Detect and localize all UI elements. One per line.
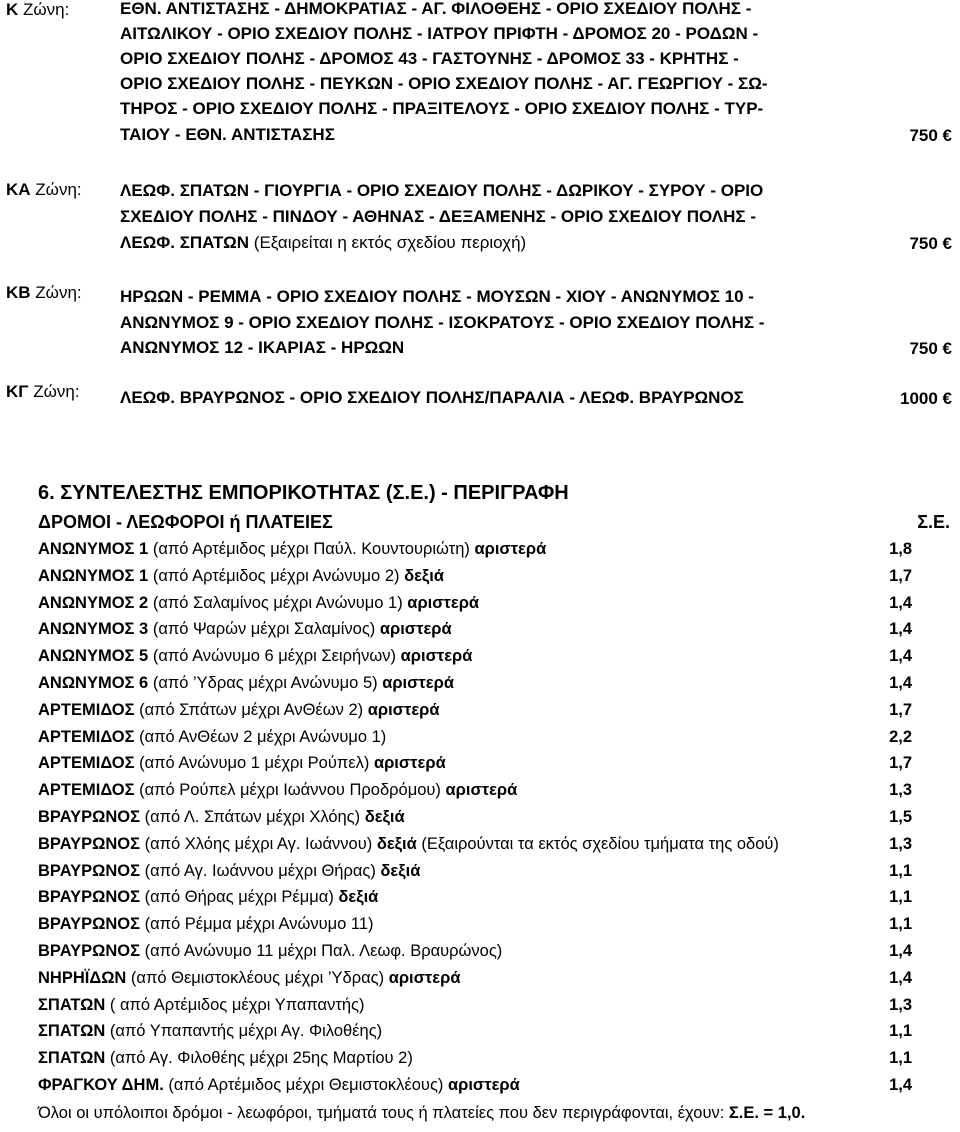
street-name: ΣΠΑΤΩΝ: [38, 1022, 106, 1041]
zone-word: Ζώνη:: [23, 0, 70, 19]
zone-label: [6, 382, 80, 402]
table-row: [38, 862, 912, 889]
table-row: [38, 728, 912, 755]
street-side: αριστερά: [400, 647, 473, 666]
zone-word: Ζώνη:: [35, 283, 82, 302]
street-range: (από Ρούπελ μέχρι Ιωάννου Προδρόμου): [134, 781, 446, 800]
zone-line: ΣΧΕΔΙΟΥ ΠΟΛΗΣ - ΠΙΝΔΟΥ - ΑΘΗΝΑΣ - ΔΕΞΑΜΕΝΗΣ - ΟΡΙΟ ΣΧΕΔΙΟΥ ΠΟΛΗΣ -: [120, 207, 757, 226]
se-value: 1,1: [889, 861, 912, 880]
coefficient-table: [38, 540, 912, 1103]
street-range: (από ’Υδρας μέχρι Ανώνυμο 5): [148, 673, 383, 692]
street-name: ΒΡΑΥΡΩΝΟΣ: [38, 941, 141, 960]
street-name: ΣΠΑΤΩΝ: [38, 995, 106, 1014]
zone-price: 750 €: [909, 339, 952, 358]
table-row: [38, 567, 912, 594]
street-side: αριστερά: [407, 593, 480, 612]
zone-line: ΕΘΝ. ΑΝΤΙΣΤΑΣΗΣ - ΔΗΜΟΚΡΑΤΙΑΣ - ΑΓ. ΦΙΛΟΘΕΗΣ - ΟΡΙΟ ΣΧΕΔΙΟΥ ΠΟΛΗΣ -: [120, 0, 752, 18]
zone-word: Ζώνη:: [35, 180, 82, 199]
street-name: ΝΗΡΗΪΔΩΝ: [38, 968, 127, 987]
street-name: ΑΝΩΝΥΜΟΣ 3: [38, 620, 149, 639]
se-value: 1,5: [889, 807, 912, 826]
footer-note: [38, 1104, 805, 1123]
street-range: (από Σαλαμίνος μέχρι Ανώνυμο 1): [148, 593, 408, 612]
table-row: [38, 1022, 912, 1049]
table-row: [38, 969, 912, 996]
zone-price: 750 €: [909, 234, 952, 253]
se-value: 1,4: [889, 968, 912, 987]
street-name: ΑΡΤΕΜΙΔΟΣ: [38, 727, 135, 746]
street-name: ΒΡΑΥΡΩΝΟΣ: [38, 915, 141, 934]
se-value: 1,3: [889, 995, 912, 1014]
table-row: [38, 594, 912, 621]
zone-price: 1000 €: [900, 389, 952, 408]
table-row: [38, 754, 912, 781]
column-heading-se: Σ.Ε.: [917, 512, 950, 532]
street-side: αριστερά: [382, 673, 454, 692]
zone-line: ΛΕΩΦ. ΒΡΑΥΡΩΝΟΣ - ΟΡΙΟ ΣΧΕΔΙΟΥ ΠΟΛΗΣ/ΠΑΡΑΛΙΑ - ΛΕΩΦ. ΒΡΑΥΡΩΝΟΣ: [120, 388, 744, 407]
zone-code: Κ: [6, 0, 19, 19]
street-name: ΒΡΑΥΡΩΝΟΣ: [38, 888, 141, 907]
zone-line: ΗΡΩΩΝ - ΡΕΜΜΑ - ΟΡΙΟ ΣΧΕΔΙΟΥ ΠΟΛΗΣ - ΜΟΥΣΩΝ - ΧΙΟΥ - ΑΝΩΝΥΜΟΣ 10 -: [120, 287, 754, 306]
street-name: ΒΡΑΥΡΩΝΟΣ: [38, 861, 141, 880]
se-value: 1,4: [889, 941, 912, 960]
table-row: [38, 647, 912, 674]
table-row: [38, 996, 912, 1023]
zone-line: ΑΝΩΝΥΜΟΣ 9 - ΟΡΙΟ ΣΧΕΔΙΟΥ ΠΟΛΗΣ - ΙΣΟΚΡΑΤΟΥΣ - ΟΡΙΟ ΣΧΕΔΙΟΥ ΠΟΛΗΣ -: [120, 313, 765, 332]
street-range: (από Ρέμμα μέχρι Ανώνυμο 11): [140, 915, 374, 934]
street-range: (από Υπαπαντής μέχρι Αγ. Φιλοθέης): [105, 1022, 383, 1041]
se-value: 1,7: [889, 700, 912, 719]
table-row: [38, 942, 912, 969]
footer-value: Σ.Ε. = 1,0.: [728, 1104, 806, 1122]
street-name: ΑΡΤΕΜΙΔΟΣ: [38, 781, 135, 800]
footer-text: Όλοι οι υπόλοιποι δρόμοι - λεωφόροι, τμήματά τους ή πλατείες που δεν περιγράφονται, έχουν:: [38, 1104, 729, 1122]
table-row: [38, 1076, 912, 1103]
se-value: 1,4: [889, 620, 912, 639]
street-range: ( από Αρτέμιδος μέχρι Υπαπαντής): [105, 995, 365, 1014]
table-row: [38, 1049, 912, 1076]
street-side: δεξιά: [376, 834, 417, 853]
street-name: ΒΡΑΥΡΩΝΟΣ: [38, 834, 141, 853]
zone-line: ΑΙΤΩΛΙΚΟΥ - ΟΡΙΟ ΣΧΕΔΙΟΥ ΠΟΛΗΣ - ΙΑΤΡΟΥ ΠΡΙΦΤΗ - ΔΡΟΜΟΣ 20 - ΡΟΔΩΝ -: [120, 24, 759, 43]
street-side: δεξιά: [364, 807, 405, 826]
zone-code: ΚΓ: [6, 382, 29, 401]
se-value: 1,1: [889, 1022, 912, 1041]
zone-label: [6, 283, 82, 303]
street-range: (από Θήρας μέχρι Ρέμμα): [140, 888, 339, 907]
se-value: 1,3: [889, 781, 912, 800]
street-name: ΑΡΤΕΜΙΔΟΣ: [38, 700, 135, 719]
zone-line: ΟΡΙΟ ΣΧΕΔΙΟΥ ΠΟΛΗΣ - ΠΕΥΚΩΝ - ΟΡΙΟ ΣΧΕΔΙΟΥ ΠΟΛΗΣ - ΑΓ. ΓΕΩΡΓΙΟΥ - ΣΩ-: [120, 74, 768, 93]
table-row: [38, 540, 912, 567]
street-range: (από Χλόης μέχρι Αγ. Ιωάννου): [140, 834, 377, 853]
street-range: (από Ψαρών μέχρι Σαλαμίνος): [148, 620, 380, 639]
se-value: 1,4: [889, 593, 912, 612]
zone-price: 750 €: [909, 126, 952, 145]
street-side: αριστερά: [367, 700, 440, 719]
table-row: [38, 808, 912, 835]
street-remark: (Εξαιρούνται τα εκτός σχεδίου τμήματα της οδού): [416, 834, 779, 853]
street-range: (από Ανώνυμο 1 μέχρι Ρούπελ): [134, 754, 374, 773]
zone-line: ΛΕΩΦ. ΣΠΑΤΩΝ - ΓΙΟΥΡΓΙΑ - ΟΡΙΟ ΣΧΕΔΙΟΥ ΠΟΛΗΣ - ΔΩΡΙΚΟΥ - ΣΥΡΟΥ - ΟΡΙΟ: [120, 181, 764, 200]
street-range: (από Αγ. Φιλοθέης μέχρι 25ης Μαρτίου 2): [105, 1049, 413, 1068]
street-side: αριστερά: [373, 754, 446, 773]
zone-note: (Εξαιρείται η εκτός σχεδίου περιοχή): [253, 233, 527, 252]
se-value: 1,3: [889, 834, 912, 853]
table-row: [38, 620, 912, 647]
se-value: 1,4: [889, 1075, 912, 1094]
zone-code: ΚΑ: [6, 180, 31, 199]
street-name: ΑΝΩΝΥΜΟΣ 5: [38, 647, 149, 666]
street-name: ΑΝΩΝΥΜΟΣ 1: [38, 540, 149, 558]
zone-label: [6, 0, 69, 20]
street-name: ΑΡΤΕΜΙΔΟΣ: [38, 754, 135, 773]
street-name: ΣΠΑΤΩΝ: [38, 1049, 106, 1068]
se-value: 2,2: [889, 727, 912, 746]
table-row: [38, 701, 912, 728]
street-side: δεξιά: [380, 861, 421, 880]
street-name: ΑΝΩΝΥΜΟΣ 1: [38, 566, 149, 585]
zone-line: ΑΝΩΝΥΜΟΣ 12 - ΙΚΑΡΙΑΣ - ΗΡΩΩΝ: [120, 338, 405, 357]
street-side: αριστερά: [379, 620, 452, 639]
se-value: 1,1: [889, 1049, 912, 1068]
street-side: αριστερά: [445, 781, 518, 800]
street-range: (από Σπάτων μέχρι ΑνΘέων 2): [134, 700, 368, 719]
se-value: 1,7: [889, 754, 912, 773]
street-side: αριστερά: [388, 968, 461, 987]
table-row: [38, 835, 912, 862]
se-value: 1,7: [889, 566, 912, 585]
street-name: ΑΝΩΝΥΜΟΣ 2: [38, 593, 149, 612]
se-value: 1,4: [889, 647, 912, 666]
zone-label: [6, 180, 82, 200]
se-value: 1,8: [889, 540, 912, 558]
zone-line: ΤΗΡΟΣ - ΟΡΙΟ ΣΧΕΔΙΟΥ ΠΟΛΗΣ - ΠΡΑΞΙΤΕΛΟΥΣ - ΟΡΙΟ ΣΧΕΔΙΟΥ ΠΟΛΗΣ - ΤΥΡ-: [120, 99, 764, 118]
se-value: 1,1: [889, 888, 912, 907]
se-value: 1,4: [889, 673, 912, 692]
table-row: [38, 915, 912, 942]
zone-line: ΤΑΙΟΥ - ΕΘΝ. ΑΝΤΙΣΤΑΣΗΣ: [120, 125, 335, 144]
street-name: ΒΡΑΥΡΩΝΟΣ: [38, 807, 141, 826]
street-name: ΑΝΩΝΥΜΟΣ 6: [38, 673, 149, 692]
se-value: 1,1: [889, 915, 912, 934]
zone-word: Ζώνη:: [33, 382, 80, 401]
street-range: (από Ανώνυμο 6 μέχρι Σειρήνων): [148, 647, 401, 666]
street-range: (από Αρτέμιδος μέχρι Θεμιστοκλέους): [163, 1075, 448, 1094]
zone-code: ΚΒ: [6, 283, 31, 302]
table-row: [38, 781, 912, 808]
table-row: [38, 888, 912, 915]
street-name: ΦΡΑΓΚΟΥ ΔΗΜ.: [38, 1075, 164, 1094]
section-heading: 6. ΣΥΝΤΕΛΕΣΤΗΣ ΕΜΠΟΡΙΚΟΤΗΤΑΣ (Σ.Ε.) - ΠΕΡΙΓΡΑΦΗ: [38, 482, 569, 504]
street-range: (από Θεμιστοκλέους μέχρι ’Υδρας): [126, 968, 389, 987]
street-range: (από Αρτέμιδος μέχρι Ανώνυμο 2): [148, 566, 405, 585]
street-range: (από ΑνΘέων 2 μέχρι Ανώνυμο 1): [134, 727, 387, 746]
zone-line-street: ΛΕΩΦ. ΣΠΑΤΩΝ: [120, 233, 250, 252]
street-range: (από Αγ. Ιωάννου μέχρι Θήρας): [140, 861, 381, 880]
street-side: δεξιά: [404, 566, 444, 585]
street-side: δεξιά: [338, 888, 379, 907]
zone-line: [120, 230, 526, 255]
zone-line: ΟΡΙΟ ΣΧΕΔΙΟΥ ΠΟΛΗΣ - ΔΡΟΜΟΣ 43 - ΓΑΣΤΟΥΝΗΣ - ΔΡΟΜΟΣ 33 - ΚΡΗΤΗΣ -: [120, 49, 739, 68]
street-range: (από Λ. Σπάτων μέχρι Χλόης): [140, 807, 365, 826]
street-side: αριστερά: [448, 1075, 520, 1094]
street-side: αριστερά: [474, 540, 547, 558]
street-range: (από Αρτέμιδος μέχρι Παύλ. Κουντουριώτη): [148, 540, 475, 558]
table-row: [38, 674, 912, 701]
street-range: (από Ανώνυμο 11 μέχρι Παλ. Λεωφ. Βραυρώνος): [140, 941, 503, 960]
column-heading-streets: ΔΡΟΜΟΙ - ΛΕΩΦΟΡΟΙ ή ΠΛΑΤΕΙΕΣ: [38, 512, 333, 532]
